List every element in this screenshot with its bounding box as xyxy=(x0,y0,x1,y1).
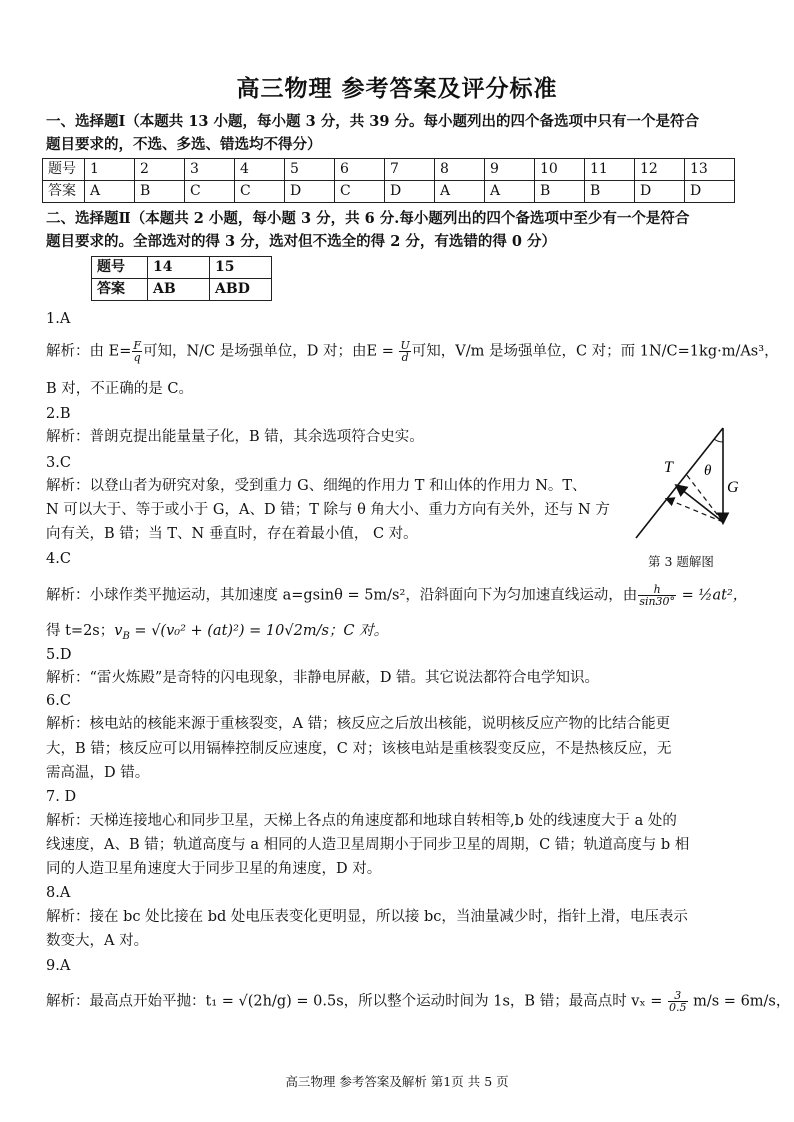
question-number-cell: 10 xyxy=(535,159,585,181)
section1-answer-table xyxy=(42,158,735,203)
q4-text-b: = ½at²， xyxy=(677,587,748,604)
question-number-cell: 15 xyxy=(210,257,272,279)
fraction-f-over-q xyxy=(132,340,142,363)
q6-explanation-line1: 解析：核电站的核能来源于重核裂变，A 错；核反应之后放出核能，说明核反应产物的比结合能更 xyxy=(46,716,671,732)
question-number-cell: 8 xyxy=(435,159,485,181)
question-number-cell: 7 xyxy=(385,159,435,181)
q1-text-c: 可知，V/m 是场强单位，C 对；而 1N/C=1kg·m/As³， xyxy=(411,343,779,360)
section1-heading-line2: 题目要求的，不选、多选、错选均不得分） xyxy=(46,136,322,153)
q1-explanation-line1 xyxy=(46,339,779,364)
section1-heading xyxy=(46,110,752,156)
answer-cell: D xyxy=(385,181,435,203)
answer-cell: A xyxy=(485,181,535,203)
q2-explanation: 解析：普朗克提出能量量子化，B 错，其余选项符合史实。 xyxy=(46,429,424,445)
q1-explanation-line2: B 对，不正确的是 C。 xyxy=(46,381,193,397)
q4-text-t: 得 t=2s； xyxy=(46,623,115,639)
question-number-cell: 13 xyxy=(685,159,735,181)
answer-cell: C xyxy=(335,181,385,203)
page-title: 高三物理 参考答案及评分标准 xyxy=(236,75,558,102)
answer-cell: ABD xyxy=(210,279,272,301)
q3-explanation-line3: 向有关，B 错；当 T、N 垂直时，存在着最小值， C 对。 xyxy=(46,526,418,542)
row-label-answers: 答案 xyxy=(92,279,148,301)
q4-label: 4.C xyxy=(46,551,71,567)
q8-explanation-line2: 数变大，A 对。 xyxy=(46,933,149,949)
question-number-cell: 4 xyxy=(235,159,285,181)
answer-cell: AB xyxy=(148,279,210,301)
q1-label: 1.A xyxy=(46,311,71,327)
row-label-numbers: 题号 xyxy=(92,257,148,279)
answer-cell: D xyxy=(685,181,735,203)
answer-cell: B xyxy=(585,181,635,203)
answer-cell: A xyxy=(85,181,135,203)
answer-row xyxy=(92,279,272,301)
answer-cell: C xyxy=(235,181,285,203)
q5-explanation: 解析：“雷火炼殿”是奇特的闪电现象，非静电屏蔽，D 错。其它说法都符合电学知识。 xyxy=(46,670,600,686)
question-number-cell: 11 xyxy=(585,159,635,181)
rope-line xyxy=(636,428,723,538)
row-label-numbers: 题号 xyxy=(43,159,85,181)
question-number-row xyxy=(43,159,735,181)
fraction-u-over-d xyxy=(399,340,410,363)
q4-text-a: 解析：小球作类平抛运动，其加速度 a=gsinθ = 5m/s²，沿斜面向下为匀加速直线运动，由 xyxy=(46,587,638,604)
q3-force-diagram xyxy=(628,418,758,548)
q3-label: 3.C xyxy=(46,455,71,471)
q3-explanation-line2: N 可以大于、等于或小于 G，A、D 错；T 除与 θ 角大小、重力方向有关外，还与 N 方 xyxy=(46,502,610,518)
q7-explanation-line3: 同的人造卫星角速度大于同步卫星的角速度，D 对。 xyxy=(46,861,382,877)
label-T: T xyxy=(664,459,673,476)
denominator: sin30° xyxy=(639,595,676,608)
q9-explanation-line1 xyxy=(46,989,791,1014)
section2-heading xyxy=(46,207,752,253)
question-number-cell: 2 xyxy=(135,159,185,181)
theta-arc xyxy=(714,439,723,442)
q8-explanation-line1: 解析：接在 bc 处比接在 bd 处电压表变化更明显，所以接 bc，当油量减少时，指针上滑，电压表示 xyxy=(46,909,688,925)
q8-label: 8.A xyxy=(46,885,71,901)
fraction-3-over-0.5 xyxy=(668,990,688,1013)
q7-label: 7. D xyxy=(46,789,77,805)
question-number-cell: 1 xyxy=(85,159,135,181)
page-footer: 高三物理 参考答案及解析 第1页 共 5 页 xyxy=(285,1074,509,1089)
answer-cell: B xyxy=(535,181,585,203)
question-number-cell: 12 xyxy=(635,159,685,181)
denominator: q xyxy=(133,351,141,364)
question-number-row xyxy=(92,257,272,279)
q4-vb-formula: = √(v₀² + (at)²) = 10√2m/s；C 对。 xyxy=(129,623,389,639)
q9-label: 9.A xyxy=(46,958,71,974)
dashed-vector-1 xyxy=(667,499,723,522)
q2-label: 2.B xyxy=(46,406,71,422)
section2-answer-table xyxy=(91,256,272,301)
q3-figure-caption: 第 3 题解图 xyxy=(648,554,714,569)
answer-cell: B xyxy=(135,181,185,203)
q7-explanation-line2: 线速度，A、B 错；轨道高度与 a 相同的人造卫星周期小于同步卫星的周期，C 错；轨道高度与 b 相 xyxy=(46,837,690,853)
question-number-cell: 6 xyxy=(335,159,385,181)
q9-text-b: m/s = 6m/s， xyxy=(688,993,791,1010)
q6-label: 6.C xyxy=(46,693,71,709)
numerator: h xyxy=(638,584,676,596)
question-number-cell: 14 xyxy=(148,257,210,279)
answer-cell: A xyxy=(435,181,485,203)
q5-label: 5.D xyxy=(46,647,72,663)
answer-cell: C xyxy=(185,181,235,203)
row-label-answers: 答案 xyxy=(43,181,85,203)
numerator: 3 xyxy=(668,990,688,1002)
q3-explanation-line1: 解析：以登山者为研究对象，受到重力 G、细绳的作用力 T 和山体的作用力 N。T、 xyxy=(46,478,587,494)
question-number-cell: 5 xyxy=(285,159,335,181)
numerator: F xyxy=(133,339,141,352)
q6-explanation-line3: 需高温，D 错。 xyxy=(46,765,150,781)
q7-explanation-line1: 解析：天梯连接地心和同步卫星，天梯上各点的角速度都和地球自转相等,b 处的线速度大于 a 处的 xyxy=(46,813,677,829)
q9-text-a: 解析：最高点开始平抛：t₁ = √(2h/g) = 0.5s，所以整个运动时间为 1s，B 错；最高点时 vₓ = xyxy=(46,993,668,1010)
question-number-cell: 9 xyxy=(485,159,535,181)
denominator: 0.5 xyxy=(669,1001,687,1014)
label-theta: θ xyxy=(704,463,712,479)
section2-heading-line1: 二、选择题Ⅱ（本题共 2 小题，每小题 3 分，共 6 分.每小题列出的四个备选项中至少有一个是符合 xyxy=(46,210,690,227)
q4-vb-symbol: v xyxy=(114,623,123,639)
section2-heading-line2: 题目要求的。全部选对的得 3 分，选对但不选全的得 2 分，有选错的得 0 分） xyxy=(46,233,557,250)
label-G: G xyxy=(727,479,739,496)
q1-text-b: 可知，N/C 是场强单位，D 对；由E = xyxy=(142,343,399,360)
q4-explanation-line1 xyxy=(46,584,752,608)
q4-vb-subscript: B xyxy=(122,630,130,642)
q6-explanation-line2: 大，B 错；核反应可以用镉棒控制反应速度，C 对；该核电站是重核裂变反应，不是热核反应，无 xyxy=(46,741,672,757)
fraction-h-over-sin30 xyxy=(638,584,676,607)
denominator: d xyxy=(401,351,409,364)
answer-row xyxy=(43,181,735,203)
numerator: U xyxy=(400,339,410,352)
answer-cell: D xyxy=(635,181,685,203)
q1-text-a: 解析：由 E= xyxy=(46,343,132,360)
section1-heading-line1: 一、选择题Ⅰ（本题共 13 小题，每小题 3 分，共 39 分。每小题列出的四个备选项中只有一个是符合 xyxy=(46,113,700,130)
question-number-cell: 3 xyxy=(185,159,235,181)
answer-cell: D xyxy=(285,181,335,203)
